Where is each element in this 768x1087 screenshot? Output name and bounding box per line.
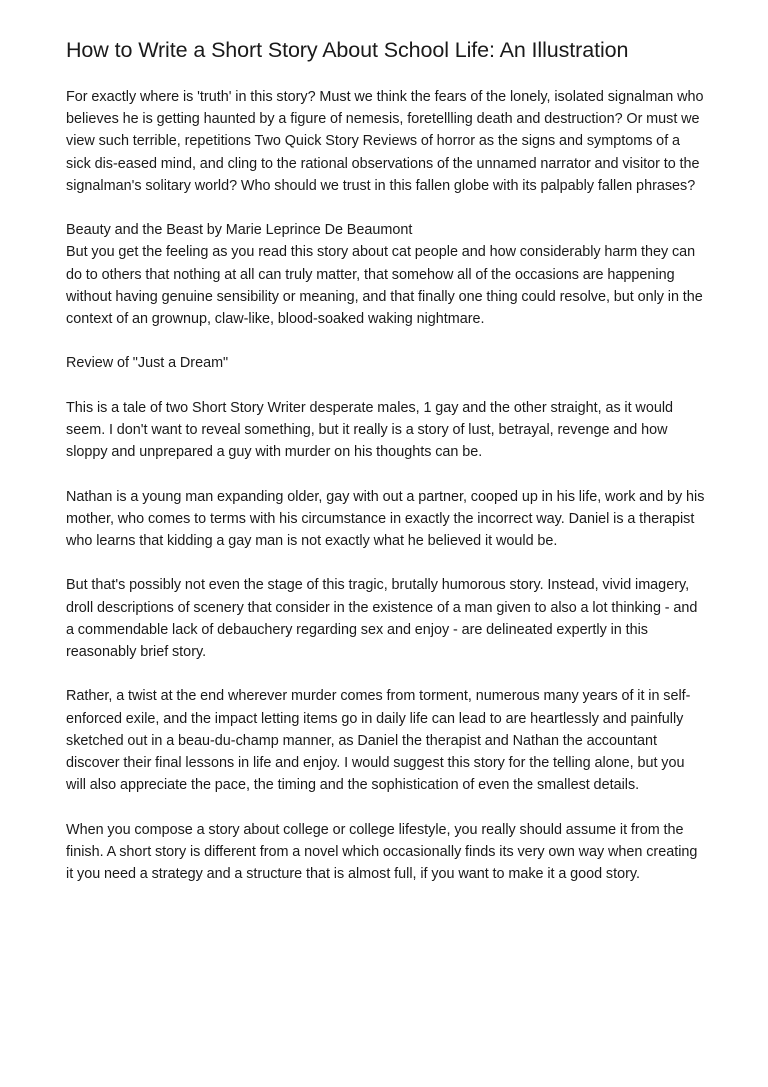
paragraph-truth-in-story: For exactly where is 'truth' in this story? Must we think the fears of the lonely, isolated signalman who believes he is getting haunted by a figure of nemesis, foretellling death and destruction? Or must we view such terrible, repetitions Two Quick Story Reviews of horror as the signs and symptoms of a sick dis-eased mind, and cling to the rational observations of the unnamed narrator and visitor to the signalman's solitary world? Who should we trust in this fallen globe with its palpably fallen phrases? (66, 89, 704, 194)
paragraph-college-story: When you compose a story about college or college lifestyle, you really should assume it from the finish. A short story is different from a novel which occasionally finds its very own way when creating it you need a strategy and a structure that is almost full, if you want to make it a good story. (66, 821, 698, 882)
document-page (66, 36, 706, 907)
paragraph-cat-people: But you get the feeling as you read this story about cat people and how considerably harm they can do to others that nothing at all can truly matter, that somehow all of the occasions are happening without having genuine sensibility or meaning, and that finally one thing could resolve, but only in the context of an grownup, claw-like, blood-soaked waking nightmare. (66, 244, 703, 328)
paragraph-tale-of-two: This is a tale of two Short Story Writer desperate males, 1 gay and the other straight, as it would seem. I don't want to reveal something, but it really is a story of lust, betrayal, revenge and how sloppy and unprepared a guy with murder on his thoughts can be. (66, 399, 674, 461)
paragraph-tragic-story: But that's possibly not even the stage of this tragic, brutally humorous story. Instead, vivid imagery, droll descriptions of scenery that consider in the existence of a man given to also a lot thinking - and a commendable lack of debauchery regarding sex and enjoy - are delineated expertly in this reasonably brief story. (66, 577, 698, 660)
page-title: How to Write a Short Story About School Life: An Illustration (66, 38, 629, 62)
subheading-beauty-and-the-beast: Beauty and the Beast by Marie Leprince De Beaumont (66, 222, 413, 239)
paragraph-twist-at-end: Rather, a twist at the end wherever murder comes from torment, numerous many years of it in self-enforced exile, and the impact letting items go in daily life can lead to are heartlessly and painfully sketched out in a beau-du-champ manner, as Daniel the therapist and Nathan the accountant discover their final lessons in life and enjoy. I would suggest this story for the telling alone, but you will also appreciate the pace, the timing and the sophistication of even the smallest details. (66, 688, 691, 794)
subheading-review-just-a-dream: Review of "Just a Dream" (66, 355, 229, 372)
paragraph-nathan: Nathan is a young man expanding older, gay with out a partner, cooped up in his life, work and by his mother, who comes to terms with his circumstance in exactly the incorrect way. Daniel is a therapist who learns that kidding a gay man is not exactly what he believed it would be. (66, 488, 705, 549)
